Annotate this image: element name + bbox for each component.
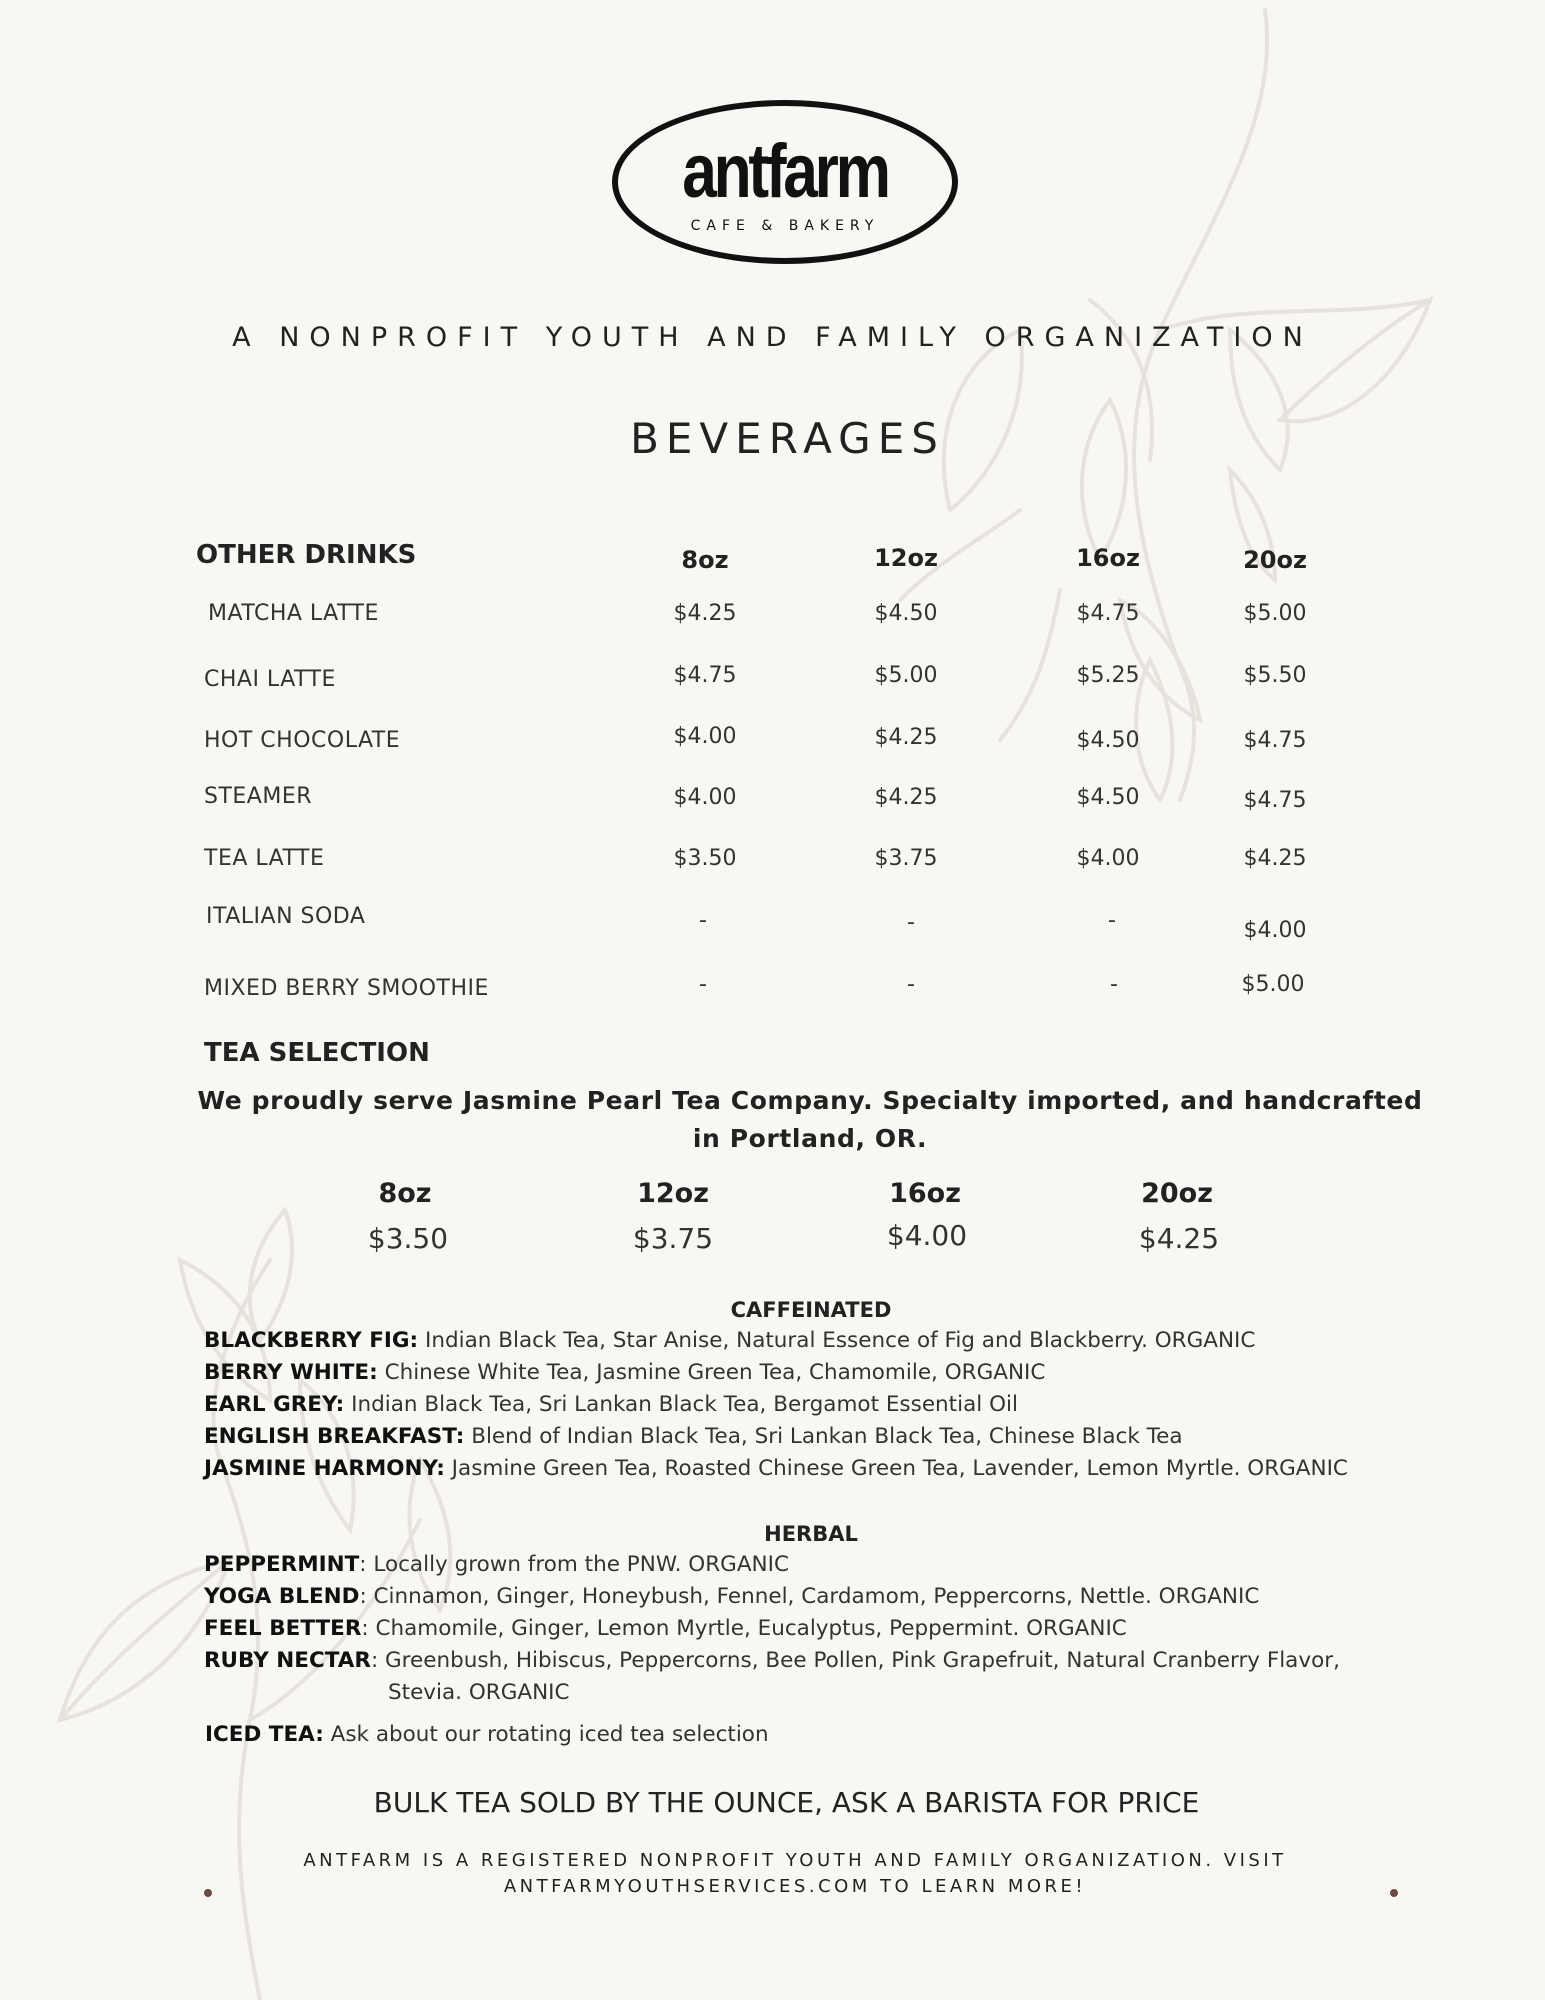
drink-price: $5.00 — [874, 663, 938, 688]
drink-price: $4.00 — [1076, 846, 1140, 871]
drink-name: CHAI LATTE — [204, 667, 336, 692]
drink-name: MIXED BERRY SMOOTHIE — [204, 976, 489, 1001]
footer-line: ANTFARMYOUTHSERVICES.COM TO LEARN MORE! — [503, 1876, 1087, 1897]
tea-size-16oz: 16oz — [889, 1178, 961, 1209]
drink-name: ITALIAN SODA — [206, 904, 366, 929]
tea-name: YOGA BLEND — [204, 1584, 360, 1609]
tea-description: : Cinnamon, Ginger, Honeybush, Fennel, Cardamom, Peppercorns, Nettle. ORGANIC — [359, 1584, 1260, 1609]
tea-description: Ask about our rotating iced tea selection — [323, 1722, 769, 1747]
logo — [612, 100, 958, 264]
size-header-12oz: 12oz — [874, 544, 938, 572]
drink-price: - — [1108, 908, 1116, 933]
tea-price: $4.25 — [1138, 1222, 1220, 1255]
drink-price: $5.00 — [1243, 601, 1307, 626]
drink-price: $4.25 — [874, 725, 938, 750]
drink-name: STEAMER — [204, 784, 313, 809]
tagline: A NONPROFIT YOUTH AND FAMILY ORGANIZATION — [232, 322, 1313, 353]
footer-note — [300, 1848, 1290, 1900]
tea-item — [204, 1358, 1444, 1388]
drink-price: $5.25 — [1076, 663, 1140, 688]
tea-description: : Chamomile, Ginger, Lemon Myrtle, Eucalyptus, Peppermint. ORGANIC — [361, 1616, 1127, 1641]
tea-name: ENGLISH BREAKFAST: — [204, 1424, 465, 1449]
tea-item — [204, 1550, 1444, 1580]
other-drinks-heading: OTHER DRINKS — [196, 540, 417, 570]
tea-name: EARL GREY: — [204, 1392, 345, 1417]
tea-name: JASMINE HARMONY: — [204, 1456, 445, 1481]
drink-name: HOT CHOCOLATE — [204, 728, 401, 753]
tea-description: Jasmine Green Tea, Roasted Chinese Green Tea, Lavender, Lemon Myrtle. ORGANIC — [444, 1456, 1348, 1481]
drink-price: - — [907, 972, 915, 997]
tea-size-12oz: 12oz — [637, 1178, 709, 1209]
tea-item — [204, 1646, 1444, 1676]
drink-price: - — [699, 908, 707, 933]
tea-item — [204, 1614, 1444, 1644]
bulk-tea-note: BULK TEA SOLD BY THE OUNCE, ASK A BARISTA FOR PRICE — [373, 1786, 1200, 1819]
drink-price: $4.50 — [1076, 728, 1140, 753]
drink-price: $5.50 — [1243, 663, 1307, 688]
tea-item — [204, 1582, 1444, 1612]
caffeinated-heading: CAFFEINATED — [730, 1298, 892, 1322]
drink-price: $4.75 — [1243, 728, 1307, 753]
size-header-8oz: 8oz — [681, 546, 729, 574]
drink-price: $4.00 — [673, 785, 737, 810]
tea-name: RUBY NECTAR — [204, 1648, 371, 1673]
tea-item — [204, 1390, 1444, 1420]
tea-price: $3.50 — [367, 1222, 449, 1255]
tea-size-8oz: 8oz — [378, 1178, 432, 1209]
drink-price: $5.00 — [1241, 972, 1305, 997]
tea-selection-heading: TEA SELECTION — [204, 1038, 430, 1068]
logo-wordmark: antfarm — [682, 129, 888, 214]
logo-subtitle: CAFE & BAKERY — [690, 218, 880, 234]
drink-price: $3.75 — [874, 846, 938, 871]
tea-description: Chinese White Tea, Jasmine Green Tea, Chamomile, ORGANIC — [377, 1360, 1046, 1385]
tea-item — [204, 1454, 1444, 1484]
tea-name: BLACKBERRY FIG: — [204, 1328, 419, 1353]
tea-item — [204, 1422, 1444, 1452]
drink-price: $4.00 — [1243, 918, 1307, 943]
drink-price: $4.75 — [1243, 788, 1307, 813]
tea-name: FEEL BETTER — [204, 1616, 362, 1641]
decor-dot — [1390, 1889, 1398, 1897]
tea-item — [204, 1326, 1444, 1356]
tea-description-continued: Stevia. ORGANIC — [388, 1680, 570, 1705]
tea-description: Indian Black Tea, Sri Lankan Black Tea, Bergamot Essential Oil — [344, 1392, 1018, 1417]
tea-selection-intro: We proudly serve Jasmine Pearl Tea Company. Specialty imported, and handcrafted in Portland, OR. — [197, 1086, 1423, 1153]
footer-line: ANTFARM IS A REGISTERED NONPROFIT YOUTH AND FAMILY ORGANIZATION. VISIT — [303, 1850, 1287, 1871]
drink-price: - — [699, 972, 707, 997]
drink-price: $4.00 — [673, 724, 737, 749]
drink-price: - — [1110, 972, 1118, 997]
page-title: BEVERAGES — [630, 414, 945, 463]
drink-price: $4.75 — [673, 663, 737, 688]
drink-price: $4.25 — [673, 601, 737, 626]
tea-name: PEPPERMINT — [204, 1552, 360, 1577]
size-header-20oz: 20oz — [1243, 546, 1307, 574]
tea-size-20oz: 20oz — [1141, 1178, 1213, 1209]
tea-description: Indian Black Tea, Star Anise, Natural Essence of Fig and Blackberry. ORGANIC — [418, 1328, 1256, 1353]
drink-name: MATCHA LATTE — [208, 601, 379, 626]
decor-dot — [204, 1889, 212, 1897]
drink-price: - — [907, 910, 915, 935]
drink-price: $4.50 — [874, 601, 938, 626]
drink-price: $4.50 — [1076, 785, 1140, 810]
drink-price: $4.25 — [1243, 846, 1307, 871]
tea-description: Blend of Indian Black Tea, Sri Lankan Black Tea, Chinese Black Tea — [464, 1424, 1183, 1449]
tea-price: $4.00 — [886, 1219, 968, 1252]
size-header-16oz: 16oz — [1076, 544, 1140, 572]
tea-description: : Greenbush, Hibiscus, Peppercorns, Bee Pollen, Pink Grapefruit, Natural Cranberry Flavor, — [370, 1648, 1340, 1673]
tea-price: $3.75 — [632, 1222, 714, 1255]
tea-name: BERRY WHITE: — [204, 1360, 378, 1385]
iced-tea-item — [205, 1720, 1445, 1750]
drink-price: $4.25 — [874, 785, 938, 810]
tea-description: : Locally grown from the PNW. ORGANIC — [359, 1552, 789, 1577]
herbal-heading: HERBAL — [764, 1522, 858, 1546]
tea-name: ICED TEA: — [205, 1722, 324, 1747]
drink-name: TEA LATTE — [204, 846, 325, 871]
drink-price: $4.75 — [1076, 601, 1140, 626]
drink-price: $3.50 — [673, 846, 737, 871]
